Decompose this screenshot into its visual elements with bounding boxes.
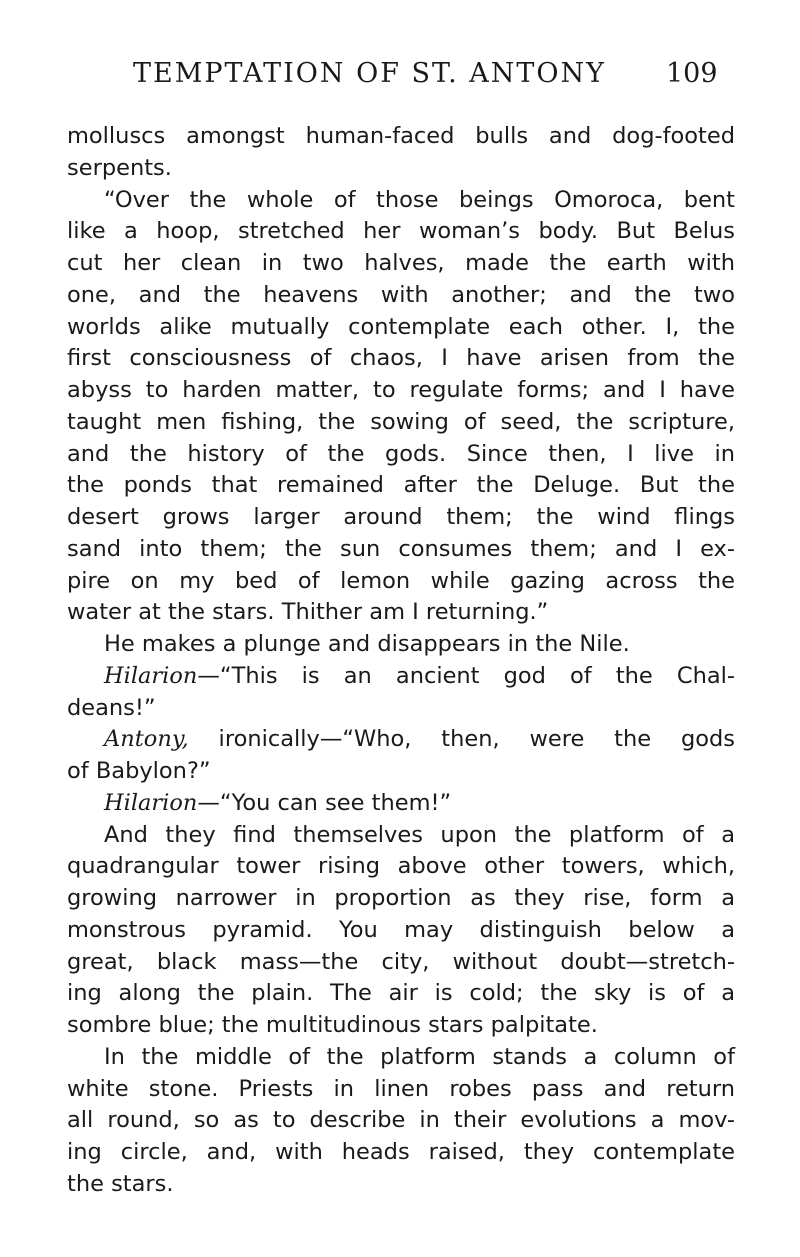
text-line: molluscs amongst human-faced bulls and dog-footed: [67, 123, 735, 149]
dialogue-line: [67, 724, 735, 756]
dialogue-text: —“This is an ancient god of the Chal-: [197, 662, 735, 689]
text-line: serpents.: [67, 154, 172, 181]
text-line: the stars.: [67, 1170, 174, 1197]
paragraph-start-line: And they find themselves upon the platform of a: [104, 821, 735, 848]
paragraph-start-line: In the middle of the platform stands a column of: [104, 1043, 735, 1070]
speaker-name: Antony,: [104, 726, 189, 753]
text-line: desert grows larger around them; the wind flings: [67, 504, 735, 530]
text-line: water at the stars. Thither am I returning.”: [67, 599, 549, 626]
text-line: abyss to harden matter, to regulate forms; and I have: [67, 377, 735, 403]
page-body: [67, 121, 735, 1201]
text-line: cut her clean in two halves, made the earth with: [67, 250, 735, 276]
text-line: ing along the plain. The air is cold; the sky is of a: [67, 980, 735, 1007]
text-line: worlds alike mutually contemplate each other. I, the: [67, 313, 735, 340]
dialogue-text: —“You can see them!”: [197, 789, 452, 816]
text-line: taught men fishing, the sowing of seed, the scripture,: [67, 408, 735, 435]
running-title: TEMPTATION OF ST. ANTONY: [133, 58, 606, 89]
text-line: of Babylon?”: [67, 758, 211, 784]
dialogue-line: [67, 661, 735, 693]
text-line: sombre blue; the multitudinous stars palpitate.: [67, 1012, 598, 1038]
text-line: first consciousness of chaos, I have arisen from the: [67, 345, 735, 372]
text-line: white stone. Priests in linen robes pass and return: [67, 1075, 735, 1102]
text-line: like a hoop, stretched her woman’s body. But Belus: [67, 218, 735, 245]
text-line: the ponds that remained after the Deluge. But the: [67, 472, 735, 499]
paragraph-start-line: “Over the whole of those beings Omoroca, bent: [104, 186, 735, 213]
text-line: sand into them; the sun consumes them; and I ex-: [67, 535, 735, 562]
text-line: ing circle, and, with heads raised, they contemplate: [67, 1139, 735, 1165]
text-line: great, black mass—the city, without doubt—stretch-: [67, 948, 735, 975]
text-line: and the history of the gods. Since then, I live in: [67, 440, 735, 467]
paragraph-start-line: He makes a plunge and disappears in the Nile.: [104, 631, 630, 657]
text-line: one, and the heavens with another; and the two: [67, 281, 735, 308]
dialogue-text: ironically—“Who, then, were the gods: [188, 726, 735, 753]
speaker-name: Hilarion: [104, 789, 198, 816]
page-number: 109: [666, 58, 718, 89]
text-line: growing narrower in proportion as they rise, form a: [67, 885, 735, 911]
text-line: deans!”: [67, 694, 156, 721]
text-line: pire on my bed of lemon while gazing across the: [67, 567, 735, 594]
text-line: all round, so as to describe in their evolutions a mov-: [67, 1107, 735, 1134]
text-line: quadrangular tower rising above other towers, which,: [67, 853, 735, 880]
speaker-name: Hilarion: [104, 662, 198, 689]
page-header: [0, 58, 800, 98]
dialogue-line: [67, 788, 735, 820]
text-line: monstrous pyramid. You may distinguish below a: [67, 916, 735, 943]
